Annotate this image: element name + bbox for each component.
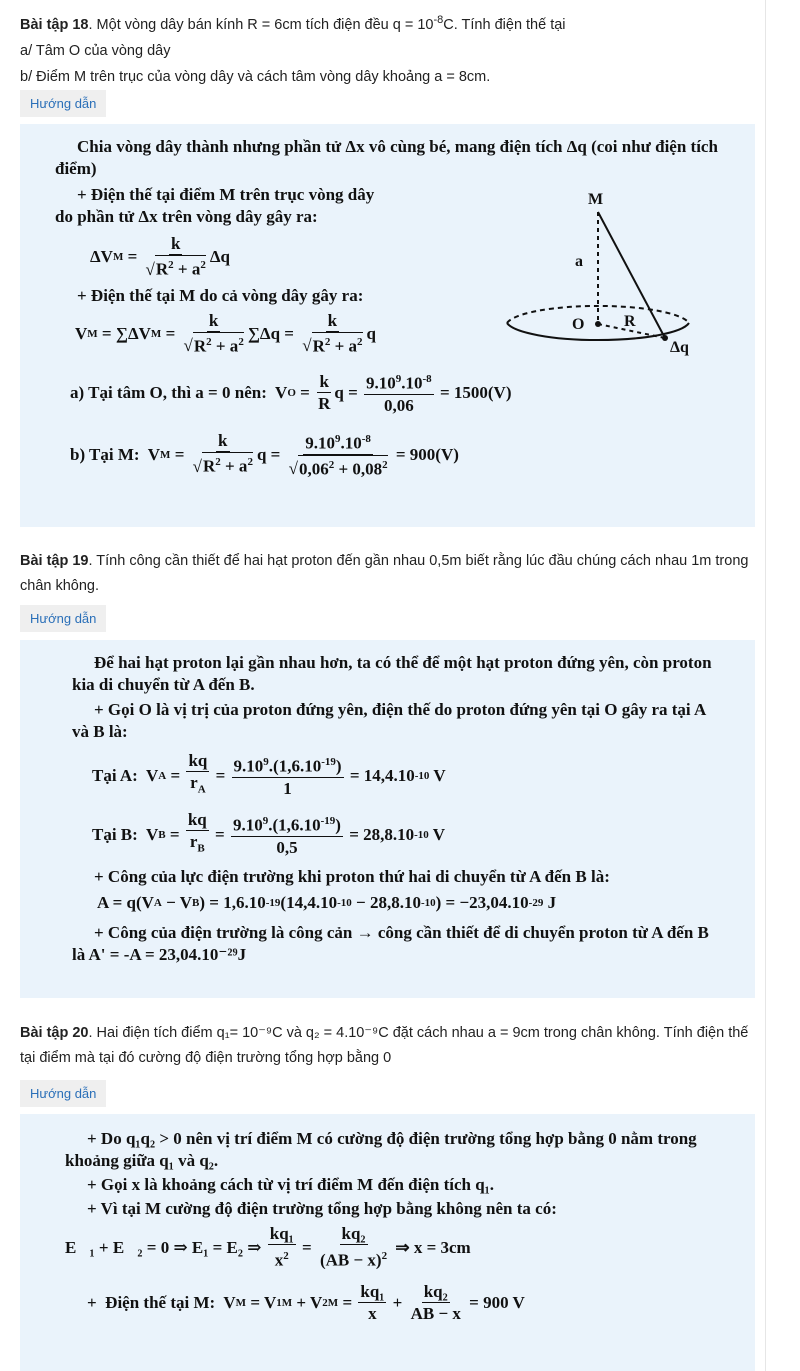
superscript: 2 [382,458,388,471]
numerator [268,1224,296,1245]
subscript: M [112,251,124,264]
math-text: k [170,234,181,253]
math-text: R [312,336,325,356]
math-text: = [170,444,189,464]
solution-text: + Điện thế tại M do cả vòng dây gây ra: [77,285,364,305]
fraction [364,369,434,417]
math-text: 9.10 [233,756,264,776]
math-text: b) Tại M: V [70,444,161,464]
fraction [186,751,209,800]
superscript: 9 [335,432,341,445]
radicand [298,455,388,479]
math-text: = [123,247,142,267]
numerator [317,372,330,393]
math-text: = 14,4.10 [345,765,415,785]
superscript: -19 [265,896,281,909]
square-root [289,459,388,478]
math-text: + a [211,336,239,356]
superscript: 2 [168,259,174,271]
exercise-20-question [20,1021,750,1071]
math-text: + V [292,1293,323,1313]
math-text: + a [173,259,201,279]
denominator [188,772,208,800]
superscript: -19 [320,815,336,828]
equation [87,1282,715,1325]
numerator [303,429,373,455]
numerator [422,1282,450,1303]
fraction [287,429,390,480]
subscript: B [158,829,166,842]
numerator [231,811,343,837]
math-text: kq₂ [423,1281,448,1301]
radicand [312,332,363,356]
superscript: 2 [238,335,244,348]
math-text: E⃗₁ + E⃗₂ = 0 ⇒ E₁ = E₂ ⇒ [65,1237,266,1257]
math-text: V [428,825,446,845]
denominator [274,837,299,859]
math-text: + a [220,456,248,476]
math-text: 0,06 [298,459,329,479]
equation [70,369,735,417]
math-text: Tại B: V [92,825,159,845]
denominator [191,452,255,478]
subscript: 2M [322,1297,339,1310]
math-text: = 900(V) [391,444,459,464]
math-text: 0,06 [383,395,414,415]
math-text: x [274,1250,284,1270]
label-a: a [575,253,583,270]
question-part-a: a/ Tâm O của vòng dây [20,42,171,59]
superscript: 2 [247,456,253,469]
math-text: (AB − x) [319,1250,382,1270]
question-text: C. Tính điện thế tại [443,16,566,33]
math-text: ∑Δq = [247,323,299,343]
hint-button-20[interactable]: Hướng dẫn [20,1080,106,1107]
fraction [232,752,344,800]
math-text: kq₁ [269,1224,294,1243]
exercise-title: Bài tập 20 [20,1025,89,1041]
solution-19 [72,652,712,966]
math-text: R [202,456,216,476]
solution-20 [65,1128,715,1325]
math-text: R [155,259,169,279]
hint-button-18[interactable]: Hướng dẫn [20,90,106,117]
math-text: 9.10 [305,433,336,453]
solution-box-19 [20,640,755,998]
superscript: 2 [206,335,212,348]
math-text: V [429,765,446,785]
superscript: -19 [321,755,336,768]
superscript: 2 [381,1250,388,1262]
math-text: kq [187,810,207,830]
numerator [326,311,339,332]
superscript: 2 [328,458,335,471]
denominator [281,778,294,800]
superscript: -8 [422,373,432,386]
math-text: Δq [209,247,230,267]
math-text: kq₂ [341,1224,366,1243]
math-text: (14,4.10 [280,892,338,912]
superscript: 2 [283,1250,289,1262]
math-text: = 1500(V) [435,383,512,403]
radical-sign: √ [302,336,312,356]
ring-diagram [490,184,710,364]
content-border [765,0,766,1371]
math-text: 9.10 [232,815,263,835]
math-text: = [338,1293,357,1313]
superscript: 9 [262,815,269,828]
math-text: ) [335,815,341,835]
denominator [287,455,390,481]
math-text: = [210,825,229,845]
math-text: ⇒ x = 3cm [391,1237,471,1257]
solution-text: Để hai hạt proton lại gần nhau hơn, ta có thể để một hạt proton đứng yên, còn proton kia di chuyển từ A đến B. [72,653,712,694]
solution-text: + Vì tại M cường độ điện trường tổng hợp bằng không nên ta có: [87,1199,557,1218]
math-text: Tại A: V [92,765,159,785]
math-text: .(1,6.10 [268,815,321,835]
denominator [316,393,332,415]
math-text: k [208,310,219,330]
denominator [188,831,207,859]
label-o: O [572,316,585,333]
superscript: -29 [528,896,544,909]
solution-text: + Điện thế tại điểm M trên trục vòng dây do phần tử Δx trên vòng dây gây ra: [55,185,375,226]
hint-button-19[interactable]: Hướng dẫn [20,605,106,632]
math-text: AB − x [410,1303,461,1323]
radical-sign: √ [145,259,155,279]
math-text: 0,5 [276,837,298,857]
numerator [169,234,182,255]
math-text: q [366,323,377,343]
math-text: − V [161,892,193,912]
superscript: -10 [337,896,352,909]
denominator [300,332,364,358]
math-text: ) = −23,04.10 [435,892,529,912]
square-root [302,336,362,355]
exercise-18-question [20,8,750,90]
solution-box-20 [20,1114,755,1371]
label-r: R [624,313,636,330]
math-text: = [295,383,315,403]
math-text: a) Tại tâm O, thì a = 0 nên: V [70,383,288,403]
denominator [273,1245,291,1272]
equation [65,1224,715,1272]
superscript: 2 [357,335,363,348]
subscript: M [150,327,162,340]
math-text: = V [246,1293,277,1313]
math-text: = [165,825,184,845]
subscript: M [235,1297,247,1310]
math-text: k [327,310,338,330]
subscript: A [153,896,162,909]
math-text: .10 [401,373,423,393]
math-text: = [297,1237,316,1257]
subscript: A [197,783,206,796]
math-text: A = q(V [97,892,154,912]
equation [97,892,712,914]
exercise-title: Bài tập 18 [20,16,89,33]
superscript: 9 [395,373,402,386]
math-text: kq [188,751,208,770]
numerator [232,752,344,778]
exponent: -8 [433,14,444,26]
denominator [382,395,416,417]
subscript: A [158,769,167,782]
math-text: R [193,336,207,356]
math-text: + Điện thế tại M: V [87,1293,236,1313]
square-root [184,336,244,355]
solution-text: + Do q₁q₂ > 0 nên vị trí điểm M có cường độ điện trường tổng hợp bằng 0 nằm trong khoảng giữa q₁ và q₂. [65,1129,697,1170]
fraction [186,810,209,859]
solution-box-18 [20,124,755,527]
square-root [193,457,253,476]
solution-text: + Gọi O là vị trị của proton đứng yên, điện thế do proton đứng yên tại O gây ra tại A và B là: [72,700,706,741]
radicand [193,332,244,356]
equation [92,810,712,859]
math-text: 1 [283,778,292,798]
math-text: x [368,1303,377,1323]
math-text: + a [330,336,358,356]
math-text: J [543,892,557,912]
solution-text: + Công của lực điện trường khi proton thứ hai di chuyển từ A đến B là: [94,866,610,886]
fraction [231,811,343,859]
fraction [182,311,246,358]
radical-sign: √ [183,336,193,356]
fraction [300,311,364,358]
math-text: R [318,393,331,413]
superscript: -10 [414,829,429,842]
math-text: q = [256,444,285,464]
fraction [409,1282,463,1325]
math-text: V [75,323,88,343]
radicand [202,452,253,476]
math-text: − 28,8.10 [351,892,421,912]
denominator [409,1303,463,1325]
math-text: + [388,1293,407,1313]
exercise-19-question [20,549,750,599]
numerator [186,751,209,772]
superscript: 2 [324,335,331,348]
square-root [146,260,206,279]
numerator [216,431,229,452]
superscript: 9 [263,755,269,768]
math-text: = ∑ΔV [97,323,151,343]
fraction [191,431,255,478]
denominator [366,1303,379,1325]
numerator [186,810,209,831]
equation [70,429,735,480]
numerator [340,1224,368,1245]
exercise-title: Bài tập 19 [20,553,89,569]
subscript: M [160,448,171,461]
equation [92,751,712,800]
superscript: -10 [420,896,436,909]
fraction [358,1282,386,1325]
numerator [364,369,434,395]
subscript: M [87,327,98,340]
superscript: 2 [200,259,206,271]
math-text: k [319,371,329,391]
label-dq: Δq [670,339,689,356]
question-text: . Tính công cần thiết để hai hạt proton đến gần nhau 0,5m biết rằng lúc đầu chúng cách nhau 1m trong chân không. [20,553,749,594]
solution-text: + Công của điện trường là công cản → công cần thiết để di chuyển proton từ A đến B là A' = -A = 23,04.10⁻²⁹J [72,922,709,964]
math-text: = [166,765,185,785]
radical-sign: √ [192,456,202,476]
superscript: -8 [361,432,371,445]
math-text: 9.10 [366,373,396,393]
fraction [316,372,332,415]
question-text: . Hai điện tích điểm q₁= 10⁻⁹C và q₂ = 4.10⁻⁹C đặt cách nhau a = 9cm trong chân không. Tính điện thế tại điểm mà tại đó cường độ điện trường tổng hợp bằng 0 [20,1025,749,1066]
numerator [358,1282,386,1303]
math-text: r [189,832,198,852]
solution-text: + Gọi x là khoảng cách từ vị trí điểm M đến điện tích q₁. [87,1175,495,1194]
radical-sign: √ [288,459,298,479]
math-text: ) [335,756,342,776]
denominator [318,1245,389,1272]
superscript: 2 [215,456,221,469]
question-text: . Một vòng dây bán kính R = 6cm tích điện đều q = 10 [88,16,434,33]
subscript: O [287,387,296,400]
denominator [144,255,208,281]
math-text: k [218,431,228,451]
fraction [144,234,208,281]
math-text: kq₁ [360,1281,385,1301]
question-part-b: b/ Điểm M trên trục của vòng dây và cách tâm vòng dây khoảng a = 8cm. [20,68,491,85]
math-text: = [161,323,180,343]
subscript: 1M [276,1297,293,1310]
math-text: ) = 1,6.10 [199,892,266,912]
subscript: B [192,896,200,909]
math-text: + 0,08 [334,459,383,479]
math-text: = [211,765,230,785]
subscript: B [197,842,205,855]
denominator [182,332,246,358]
fraction [318,1224,389,1272]
math-text: = 28,8.10 [344,825,415,845]
math-text: q = [334,383,363,403]
fraction [268,1224,296,1272]
math-text: r [190,773,198,792]
math-text: ΔV [90,247,113,267]
numerator [207,311,220,332]
math-text: = 900 V [464,1293,525,1313]
math-text: .10 [340,433,362,453]
solution-text: Chia vòng dây thành nhưng phần tử Δx vô cùng bé, mang điện tích Δq (coi như điện tích điểm) [55,137,718,178]
radicand [155,255,206,279]
label-m: M [588,191,604,208]
superscript: -10 [414,769,430,782]
math-text: .(1,6.10 [268,756,322,776]
